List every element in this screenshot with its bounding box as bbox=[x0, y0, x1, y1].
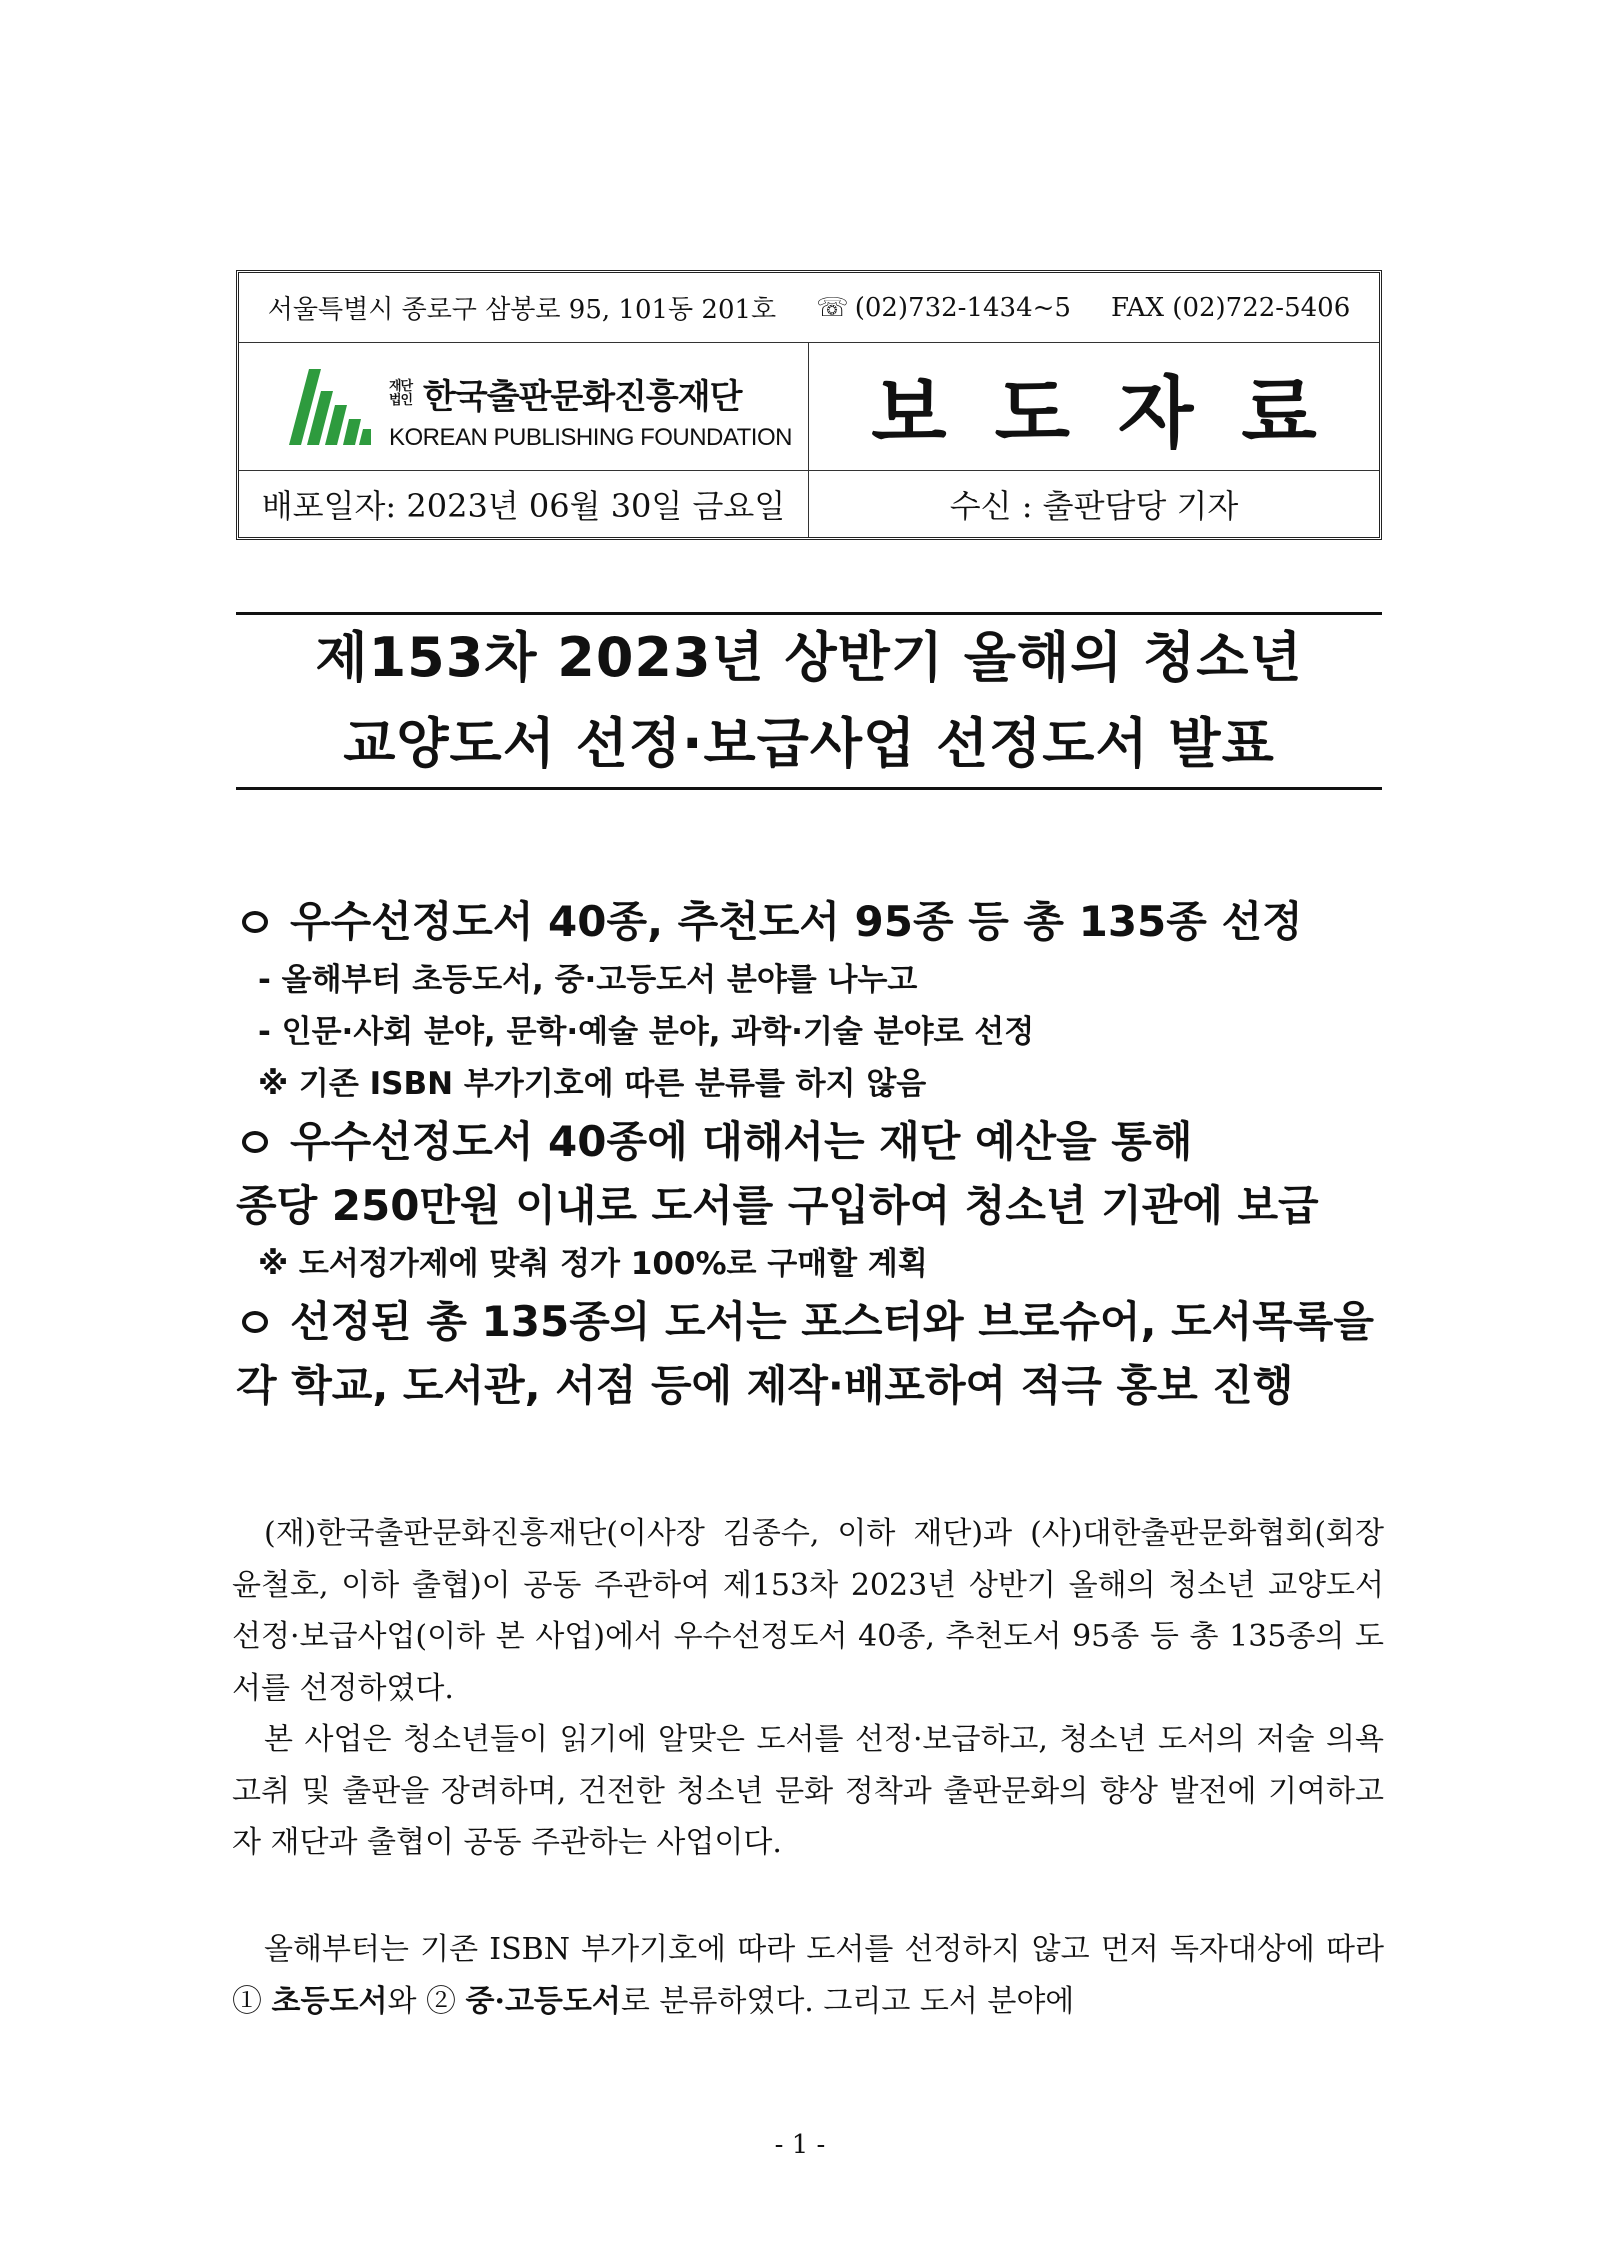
summary-item-2-continued: 종당 250만원 이내로 도서를 구입하여 청소년 기관에 보급 bbox=[236, 1181, 1319, 1230]
logo-english-name: KOREAN PUBLISHING FOUNDATION bbox=[389, 424, 792, 451]
logo-bar bbox=[325, 405, 347, 445]
logo-text bbox=[389, 369, 792, 452]
body-paragraph-3-block bbox=[232, 1924, 1384, 2027]
release-date: 배포일자: 2023년 06월 30일 금요일 bbox=[261, 487, 786, 525]
page-number: - 1 - bbox=[774, 2130, 826, 2160]
fax: FAX (02)722-5406 bbox=[1110, 292, 1351, 323]
address: 서울특별시 종로구 삼봉로 95, 101동 201호 bbox=[267, 295, 777, 325]
headline-bottom-rule bbox=[236, 787, 1382, 790]
press-header-box bbox=[236, 270, 1382, 540]
headline-line-1: 제153차 2023년 상반기 올해의 청소년 bbox=[315, 626, 1303, 689]
body-paragraph-3: 올해부터는 기존 ISBN 부가기호에 따라 도서를 선정하지 않고 먼저 독자대상에 따라 ① 초등도서와 ② 중·고등도서로 분류하였다. 그리고 도서 분야에 bbox=[232, 1932, 1384, 2019]
distribution-row bbox=[239, 471, 1379, 537]
secondary-books-term: 중·고등도서 bbox=[465, 1983, 621, 2019]
recipient: 수신 : 출판담당 기자 bbox=[949, 487, 1239, 525]
summary-note: ※ 기존 ISBN 부가기호에 따른 분류를 하지 않음 bbox=[258, 1066, 927, 1102]
headline-line-2: 교양도서 선정·보급사업 선정도서 발표 bbox=[343, 712, 1275, 775]
body-paragraphs bbox=[232, 1508, 1384, 1869]
contact-row bbox=[239, 273, 1379, 343]
summary-item-3: 선정된 총 135종의 도서는 포스터와 브로슈어, 도서목록을 bbox=[236, 1290, 1386, 1354]
logo-bar bbox=[343, 419, 361, 445]
logo-title-row bbox=[239, 343, 1379, 471]
summary-item-3-continued: 각 학교, 도서관, 서점 등에 제작·배포하여 적극 홍보 진행 bbox=[236, 1361, 1294, 1410]
press-title-cell bbox=[809, 343, 1379, 470]
summary-sub-item: - 인문·사회 분야, 문학·예술 분야, 과학·기술 분야로 선정 bbox=[258, 1014, 1035, 1050]
body-paragraph-2: 본 사업은 청소년들이 읽기에 알맞은 도서를 선정·보급하고, 청소년 도서의 저술 의욕 고취 및 출판을 장려하며, 건전한 청소년 문화 정착과 출판문화의 향상 발전에 기여하고자 재단과 출협이 공동 주관하는 사업이다. bbox=[232, 1722, 1384, 1860]
summary-note: ※ 도서정가제에 맞춰 정가 100%로 구매할 계획 bbox=[258, 1246, 928, 1282]
press-title: 보도자료 bbox=[871, 368, 1365, 459]
summary-section bbox=[236, 890, 1386, 1418]
foundation-logo-icon bbox=[287, 365, 371, 447]
logo-korean-name: 한국출판문화진흥재단 bbox=[423, 377, 742, 417]
circle-bullet-icon bbox=[242, 911, 268, 933]
summary-item-2: 우수선정도서 40종에 대해서는 재단 예산을 통해 bbox=[236, 1110, 1386, 1174]
elementary-books-term: 초등도서 bbox=[271, 1983, 388, 2019]
circle-bullet-icon bbox=[242, 1131, 268, 1153]
headline-block bbox=[236, 612, 1382, 790]
phone-icon: ☏ bbox=[816, 292, 849, 323]
summary-sub-item: - 올해부터 초등도서, 중·고등도서 분야를 나누고 bbox=[258, 962, 918, 998]
phone bbox=[816, 293, 1071, 323]
logo-bar bbox=[359, 429, 371, 445]
phone-number: (02)732-1434~5 bbox=[854, 292, 1071, 323]
circle-bullet-icon bbox=[242, 1311, 268, 1333]
summary-item-1: 우수선정도서 40종, 추천도서 95종 등 총 135종 선정 bbox=[236, 890, 1386, 954]
logo-cell bbox=[239, 343, 809, 470]
logo-small-text: 재단법인 bbox=[389, 378, 413, 408]
body-paragraph-1: (재)한국출판문화진흥재단(이사장 김종수, 이하 재단)과 (사)대한출판문화협회(회장 윤철호, 이하 출협)이 공동 주관하여 제153차 2023년 상반기 올해의 청소년 교양도서 선정·보급사업(이하 본 사업)에서 우수선정도서 40종, 추천도서 95종 등 총 135종의 도서를 선정하였다. bbox=[232, 1516, 1384, 1706]
